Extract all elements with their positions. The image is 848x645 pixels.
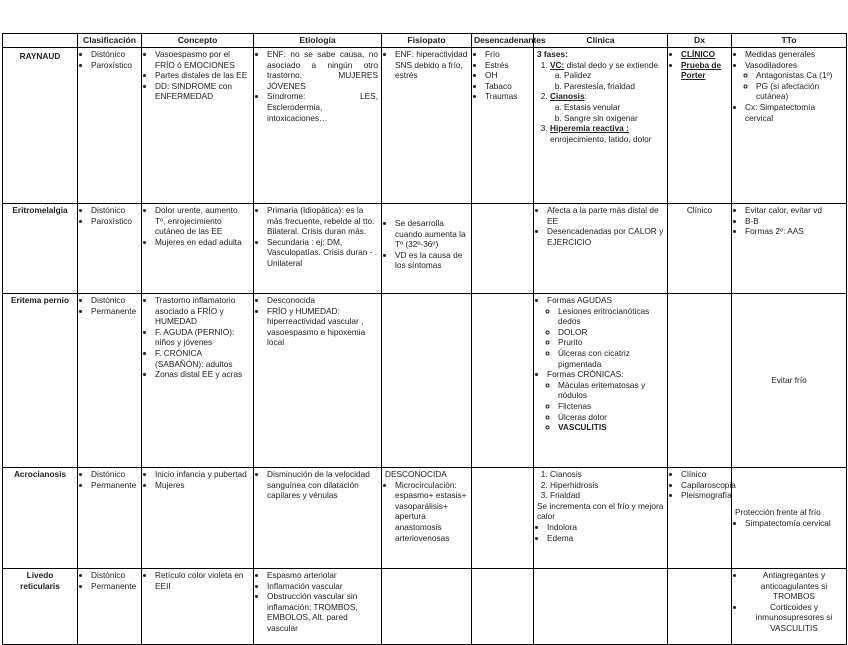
fisiopato-head: DESCONOCIDA (385, 469, 447, 479)
raynaud-clinica (534, 48, 668, 204)
list-item: • Partes distales de las EE (155, 70, 250, 81)
clinica-note: Se incrementa con el frío y mejora calor (537, 500, 664, 522)
list-item: • Paroxístico (91, 216, 138, 227)
list-item (745, 60, 843, 102)
list-item: • Permanente (91, 306, 138, 317)
list-item: • Mujeres en edad adulta (155, 237, 250, 248)
row-eritromelalgia (3, 204, 847, 294)
eritema-dx (668, 294, 732, 468)
livedo-clasificacion (78, 569, 142, 645)
eritromelalgia-concepto (142, 204, 254, 294)
tto-note: Protección frente al frío (735, 507, 821, 518)
livedo-concepto (142, 569, 254, 645)
row-eritema-pernio (3, 294, 847, 468)
header-clasificacion: Clasificación (78, 34, 142, 48)
list-item: • Trastorno inflamatorio asociado a FRÍO y HUMEDAD (155, 295, 250, 327)
list-item: • Antiagregantes y anticoagulantes si TROMBOS (745, 570, 843, 602)
header-row (3, 34, 847, 48)
list-item: • Prueba de Porter (681, 60, 728, 81)
form-label: Formas AGUDAS (547, 295, 613, 305)
eritromelalgia-dx: Clínico (668, 204, 732, 294)
list-item: ◦ VASCULITIS (558, 422, 664, 433)
tto-label: Vasodiladores (745, 59, 797, 70)
phase-text: distal dedo y se extiende (564, 59, 658, 70)
acrocianosis-fisiopato (382, 468, 472, 569)
list-item: • Síndrome: LES, Esclerodermia, intoxicaciones… (267, 91, 378, 123)
list-item: • Edema (547, 533, 664, 544)
list-item (550, 91, 664, 123)
phase-title: VC: (550, 59, 565, 70)
list-item: • Permanente (91, 581, 138, 592)
list-item: ◦ Úlceras con cicatriz pigmentada (558, 348, 664, 369)
list-item: ◦ Máculas eritematosas y nódulos (558, 380, 664, 401)
eritromelalgia-clasificacion (78, 204, 142, 294)
header-empty (3, 34, 78, 48)
eritromelalgia-clinica (534, 204, 668, 294)
livedo-clinica (534, 569, 668, 645)
raynaud-tto (732, 48, 847, 204)
list-item: • FRÍO y HUMEDAD: hiperreactividad vascular , vasoespasmo e hipoxemia local (267, 306, 378, 348)
list-item: • DD: SINDROME con ENFERMEDAD (155, 81, 250, 102)
list-item: • Pleismografía (681, 490, 728, 501)
list-item: • B-B (745, 216, 843, 227)
row-title-eritromelalgia: Eritromelalgia (3, 204, 78, 294)
list-item: • ENF: hiperactividad SNS debido a frío, estrés (395, 49, 468, 81)
row-livedo-reticularis (3, 569, 847, 645)
eritema-desencadenantes (472, 294, 534, 468)
eritema-etiologia (254, 294, 382, 468)
livedo-desencadenantes (472, 569, 534, 645)
list-item: 2. Hiperhidrosis (550, 480, 664, 491)
list-item: ◦ Antagonistas Ca (1º) (756, 70, 843, 81)
header-desencadenantes: Desencadenantes (472, 34, 534, 48)
livedo-tto (732, 569, 847, 645)
acrocianosis-tto (732, 468, 847, 569)
list-item: • VD es la causa de los síntomas (395, 250, 468, 271)
list-item (547, 369, 664, 433)
list-item: • Desencadenadas por CALOR y EJERCICIO (547, 226, 664, 247)
acrocianosis-dx (668, 468, 736, 569)
list-item: • Afecta a la parte más distal de EE (547, 205, 664, 226)
acrocianosis-clasificacion (78, 468, 142, 569)
list-item (547, 295, 664, 369)
list-item: • OH (485, 70, 530, 81)
list-item: • Distónico (91, 49, 138, 60)
raynaud-fisiopato (382, 48, 472, 204)
header-concepto: Concepto (142, 34, 254, 48)
list-item: • Cx: Simpatectomía cervical (745, 102, 843, 123)
phase-text: : (584, 91, 587, 102)
list-item: • Disminución de la velocidad sanguínea con dilatación capilares y vénulas (267, 469, 378, 501)
eritema-concepto (142, 294, 254, 468)
eritema-fisiopato (382, 294, 472, 468)
acrocianosis-desencadenantes (472, 468, 534, 569)
phase-title: Cianosis (550, 91, 585, 102)
livedo-etiologia (254, 569, 382, 645)
list-item: • Simpatectomía cervical (745, 518, 843, 529)
acrocianosis-etiologia (254, 468, 382, 569)
row-title-acrocianosis: Acrocianosis (3, 468, 78, 569)
list-item: • Secundaria : ej: DM, Vasculopatías. Crisis duran - . Unilateral (267, 237, 378, 269)
header-dx: Dx (668, 34, 732, 48)
list-item: • Microcirculación: espasmo+ estasis+ vasoparálisis+ apertura anastomosis arteriovenosas (395, 480, 468, 544)
list-item: • Distónico (91, 205, 138, 216)
eritema-clasificacion (78, 294, 142, 468)
row-acrocianosis (3, 468, 847, 569)
eritema-clinica (534, 294, 668, 468)
header-etiologia: Etiología (254, 34, 382, 48)
row-title-eritema-pernio: Eritema pernio (3, 294, 78, 468)
list-item: a. Palidez (564, 70, 664, 81)
livedo-dx (668, 569, 732, 645)
phase-title: Hiperemia reactiva : (550, 123, 629, 134)
list-item: • Se desarrolla cuando aumenta la Tº (32º-36º) (395, 218, 468, 250)
list-item: • Espasmo arteriolar (267, 570, 378, 581)
list-item: • Capilaroscopia (681, 480, 728, 491)
list-item: 1. Cianosis (550, 469, 664, 480)
list-item: • Distónico (91, 570, 138, 581)
list-item: ◦ DOLOR (558, 327, 664, 338)
list-item: • F. CRÓNICA (SABAÑÓN): adultos (155, 348, 250, 369)
list-item: ◦ Prurito (558, 337, 664, 348)
list-item: • ENF: no se sabe causa, no asociado a ningún otro trastorno. MUJERES JÓVENES (267, 49, 378, 91)
list-item: • Dolor urente, aumento Tº, enrojecimiento cutáneo de las EE (155, 205, 250, 237)
phase-text: enrojecimiento, latido, dolor (550, 133, 652, 144)
list-item: • Vasoespasmo por el FRÍO ó EMOCIONES (155, 49, 250, 70)
list-item: • Evitar calor, evitar vd (745, 205, 843, 216)
list-item: • Distónico (91, 295, 138, 306)
eritromelalgia-fisiopato (382, 204, 472, 294)
list-item: • Inflamación vascular (267, 581, 378, 592)
list-item: ◦ Úlceras dolor (558, 412, 664, 423)
row-title-livedo-reticularis: Livedo reticularis (3, 569, 78, 645)
list-item: • Paroxístico (91, 60, 138, 71)
list-item: ◦ PG (si afectación cutánea) (756, 81, 843, 102)
list-item: a. Estasis venular (564, 102, 664, 113)
raynaud-dx (668, 48, 732, 204)
list-item: • Obstrucción vascular sin inflamación: TROMBOS, EMBOLOS, Alt. pared vascular (267, 591, 378, 633)
list-item: • Traumas (485, 91, 530, 102)
eritema-tto: Evitar frío (732, 294, 847, 468)
raynaud-etiologia (254, 48, 382, 204)
eritromelalgia-tto (732, 204, 847, 294)
livedo-fisiopato (382, 569, 472, 645)
header-clinica: Clínica (534, 34, 668, 48)
list-item: • Estrés (485, 60, 530, 71)
list-item: • F. AGUDA (PERNIO): niños y jóvenes (155, 327, 250, 348)
eritromelalgia-etiologia (254, 204, 382, 294)
header-fisiopato: Fisiopato (382, 34, 472, 48)
list-item: • Corticoides y inmunosupresores si VASCULITIS (745, 602, 843, 634)
list-item: • Formas 2º: AAS (745, 226, 843, 237)
raynaud-desencadenantes (472, 48, 534, 204)
list-item: • Inicio infancia y pubertad (155, 469, 250, 480)
list-item: • Zonas distal EE y acras (155, 369, 250, 380)
list-item: 3. Frialdad (550, 490, 664, 501)
list-item: • Permanente (91, 480, 138, 491)
list-item: b. Sangre sin oxigenar (564, 113, 664, 124)
list-item: • Mujeres (155, 480, 250, 491)
list-item: • Tabaco (485, 81, 530, 92)
acrocianosis-clinica (534, 468, 668, 569)
list-item: • Primaria (Idiopática): es la más frecuente, rebelde al tto. Bilateral. Crisis duran más. (267, 205, 378, 237)
list-item: • Medidas generales (745, 49, 843, 60)
header-tto: TTo (732, 34, 847, 48)
list-item: • Indolora (547, 522, 664, 533)
acrocianosis-concepto (142, 468, 254, 569)
list-item: ◦ Lesiones eritrocianóticas dedos (558, 306, 664, 327)
row-title-raynaud: RAYNAUD (3, 48, 78, 204)
form-label: Formas CRÓNICAS: (547, 369, 624, 380)
list-item: • Distónico (91, 469, 138, 480)
raynaud-clasificacion (78, 48, 142, 204)
eritromelalgia-desencadenantes (472, 204, 534, 294)
clinica-intro: 3 fases: (537, 49, 568, 59)
row-raynaud (3, 48, 847, 204)
list-item: • Desconocida (267, 295, 378, 306)
list-item: • CLÍNICO (681, 49, 728, 60)
list-item: ◦ Flictenas (558, 401, 664, 412)
list-item: • Retículo color violeta en EEII (155, 570, 250, 591)
list-item: • Clínico (681, 469, 728, 480)
list-item: • Frío (485, 49, 530, 60)
comparison-table (2, 33, 847, 645)
list-item (550, 60, 664, 92)
list-item (550, 123, 664, 144)
list-item: b. Parestesia, frialdad (564, 81, 664, 92)
raynaud-concepto (142, 48, 254, 204)
